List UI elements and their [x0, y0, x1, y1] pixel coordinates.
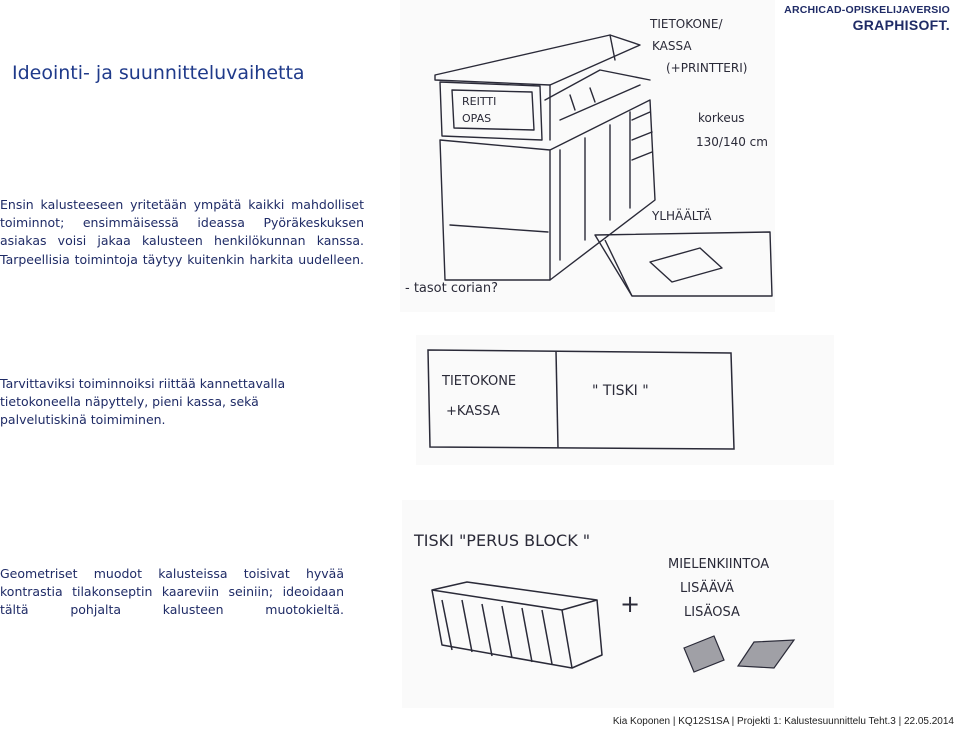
label-opas: OPAS [462, 112, 492, 125]
label-tasot: - tasot corian? [405, 281, 499, 296]
sketch-block [402, 500, 834, 708]
label-reitti: REITTI [462, 95, 497, 108]
label-tietokone: TIETOKONE/ [650, 17, 723, 31]
label-line1: MIELENKIINTOA [668, 557, 770, 572]
label-line2: LISÄÄVÄ [680, 581, 734, 596]
page-title: Ideointi- ja suunnitteluvaihetta [12, 62, 305, 84]
label-line3: LISÄOSA [684, 605, 740, 620]
label-tiski-front: " TISKI " [592, 383, 649, 399]
label-block-title: TISKI "PERUS BLOCK " [414, 531, 591, 550]
sketch-front-drawing [416, 335, 834, 465]
sketch-block-drawing [402, 500, 834, 708]
paragraph-geometry: Geometriset muodot kalusteissa toisivat hyvää kontrastia tilakonseptin kaareviin seiniin; ideoidaan tältä pohjalta kalusteen muotokieltä. [0, 566, 344, 618]
label-korkeus: korkeus [698, 111, 745, 125]
label-plus: + [620, 590, 641, 618]
label-kassa-front: +KASSA [446, 404, 500, 419]
brand-header [784, 4, 950, 33]
sketch-counter-perspective [400, 0, 775, 312]
version-label: ARCHICAD-OPISKELIJAVERSIO [784, 4, 950, 16]
paragraph-intro: Ensin kalusteeseen yritetään ympätä kaikki mahdolliset toiminnot; ensimmäisessä ideassa Pyöräkeskuksen asiakas voisi jakaa kalusteen henkilökunnan kanssa. Tarpeellisia toimintoja täytyy kuitenkin harkita uudelleen. [0, 197, 364, 267]
label-korkeus-value: 130/140 cm [696, 135, 768, 149]
label-kassa: KASSA [652, 39, 692, 53]
paragraph-functions: Tarvittaviksi toiminnoiksi riittää kannettavalla tietokoneella näpyttely, pieni kassa, sekä palvelutiskinä toimiminen. [0, 376, 286, 428]
sketch-front-view [416, 335, 834, 465]
label-ylhaalta: YLHÄÄLTÄ [652, 209, 712, 223]
sketch-counter-drawing [400, 0, 775, 312]
footer-credits: Kia Koponen | KQ12S1SA | Projekti 1: Kalustesuunnittelu Teht.3 | 22.05.2014 [612, 716, 954, 727]
label-tietokone-front: TIETOKONE [442, 374, 517, 389]
brand-logo: GRAPHISOFT. [852, 17, 950, 33]
label-printteri: (+PRINTTERI) [666, 61, 748, 75]
